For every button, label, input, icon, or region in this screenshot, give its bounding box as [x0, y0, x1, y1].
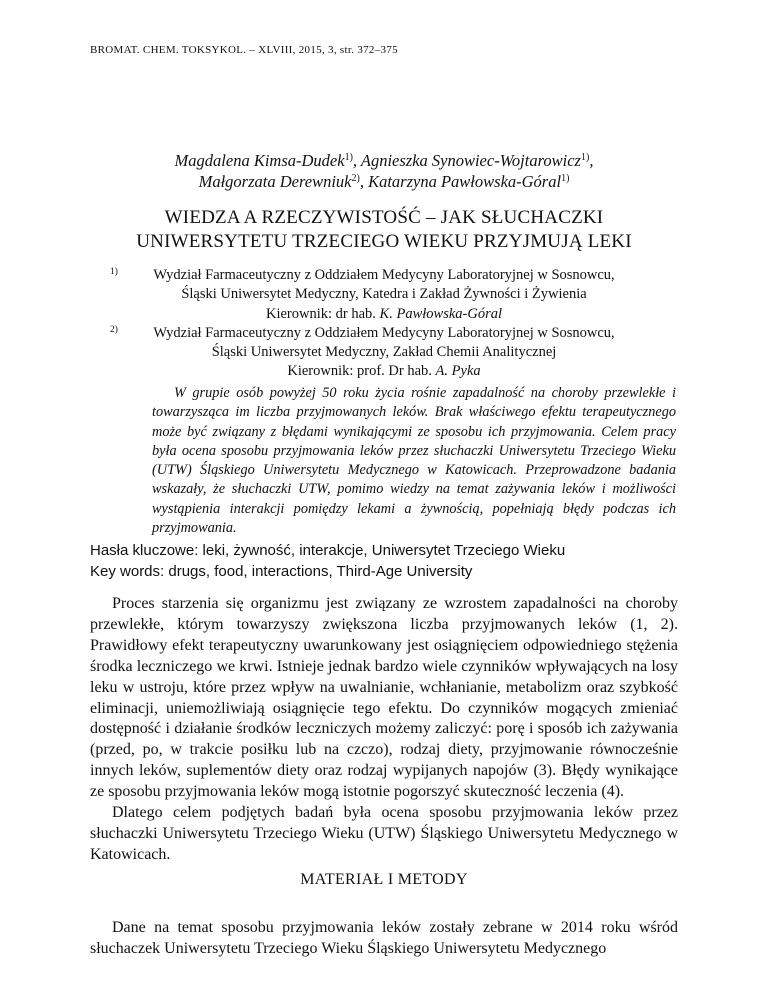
keywords — [90, 540, 680, 582]
affiliation-head: Kierownik: dr hab. K. Pawłowska-Góral — [265, 305, 502, 322]
affiliation-mark: 1) — [344, 152, 353, 163]
affiliations — [90, 266, 678, 382]
title-line: WIEDZA A RZECZYWISTOŚĆ – JAK SŁUCHACZKI — [164, 207, 604, 228]
affiliation-line: Śląski Uniwersytet Medyczny, Katedra i Zakład Żywności i Żywienia — [181, 286, 587, 303]
paragraph-text: Proces starzenia się organizmu jest związany ze wzrostem zapadalności na choroby przewlekłe, którym towarzyszy zwiększona liczba przyjmowanych leków (1, 2). Prawidłowy efekt terapeutyczny uwarunkowany jest osiągnięciem odpowiedniego stężenia środka leczniczego we krwi. Istnieje jednak bardzo wiele czynników wpływających na losy leku w ustroju, które przez wpływ na uwalnianie, wchłanianie, metabolizm oraz szybkość eliminacji, uniemożliwiają osiągnięcie tego efektu. Do czynników mogących zmieniać dostępność i działanie środków leczniczych możemy zaliczyć: porę i sposób ich zażywania (przed, po, w trakcie posiłku lub na czczo), rodzaj diety, przyjmowanie równocześnie innych leków, suplementów diety oraz rodzaj wypijanych napojów (3). Błędy wynikające ze sposobu przyjmowania leków mogą istotnie pogorszyć skuteczność leczenia (4). — [90, 595, 678, 801]
article-title — [90, 206, 678, 254]
affiliation-line: 2) Wydział Farmaceutyczny z Oddziałem Medycyny Laboratoryjnej w Sosnowcu, — [90, 324, 678, 343]
author-name: Magdalena Kimsa-Dudek — [174, 151, 345, 170]
affiliation-head: Kierownik: prof. Dr hab. A. Pyka — [287, 363, 481, 380]
keywords-english: Key words: drugs, food, interactions, Third-Age University — [90, 563, 473, 580]
paragraph-text: Dlatego celem podjętych badań była ocena sposobu przyjmowania leków przez słuchaczki Uniwersytetu Trzeciego Wieku (UTW) Śląskiego Uniwersytetu Medycznego w Katowicach. — [90, 804, 678, 863]
affiliation-mark: 1) — [561, 173, 570, 184]
section-heading: MATERIAŁ I METODY — [300, 871, 468, 888]
author-list: Magdalena Kimsa-Dudek$^{1)}$, Agnieszka Synowiec-Wojtarowicz$^{1)}$, Małgorzata Derewniuk$^{2)}$, Katarzyna Pawłowska-Góral$^{1)}$ — [174, 151, 594, 191]
title-line: UNIWERSYTETU TRZECIEGO WIEKU PRZYJMUJĄ LEKI — [136, 231, 632, 252]
body-paragraph — [90, 594, 678, 803]
author-name: Agnieszka Synowiec-Wojtarowicz — [360, 151, 581, 170]
body-paragraph — [90, 803, 678, 866]
affiliation-mark: 1) — [110, 267, 118, 277]
running-head: BROMAT. CHEM. TOKSYKOL. – XLVIII, 2015, 3, str. 372–375 — [90, 44, 398, 56]
affiliation-line: 1) Wydział Farmaceutyczny z Oddziałem Medycyny Laboratoryjnej w Sosnowcu, — [90, 266, 678, 285]
author-name: Katarzyna Pawłowska-Góral — [368, 172, 562, 191]
author-name: Małgorzata Derewniuk — [198, 172, 352, 191]
paragraph-text: Dane na temat sposobu przyjmowania leków zostały zebrane w 2014 roku wśród słuchaczek Uniwersytetu Trzeciego Wieku Śląskiego Uniwersytetu Medycznego — [90, 919, 678, 957]
affiliation-mark: 2) — [351, 173, 360, 184]
keywords-polish: Hasła kluczowe: leki, żywność, interakcje, Uniwersytet Trzeciego Wieku — [90, 542, 566, 559]
affiliation-line: Śląski Uniwersytet Medyczny, Zakład Chemii Analitycznej — [211, 344, 557, 361]
head-name: K. Pawłowska-Góral — [379, 305, 502, 322]
head-name: A. Pyka — [435, 363, 481, 380]
affiliation-mark: 2) — [110, 324, 118, 335]
body-paragraph — [90, 918, 678, 960]
abstract: W grupie osób powyżej 50 roku życia rośnie zapadalność na choroby przewlekłe i towarzysząca im liczba przyjmowanych leków. Brak właściwego efektu terapeutycznego może być związany z błędami wynikającymi ze sposobu ich przyjmowania. Celem pracy była ocena sposobu przyjmowania leków przez słuchaczki Uniwersytetu Trzeciego Wieku (UTW) Śląskiego Uniwersytetu Medycznego w Katowicach. Przeprowadzone badania wskazały, że słuchaczki UTW, pomimo wiedzy na temat zażywania leków i możliwości wystąpienia interakcji pomiędzy lekami a żywnością, popełniają błędy podczas ich przyjmowania. — [152, 385, 676, 537]
affiliation-mark: 1) — [580, 152, 590, 163]
